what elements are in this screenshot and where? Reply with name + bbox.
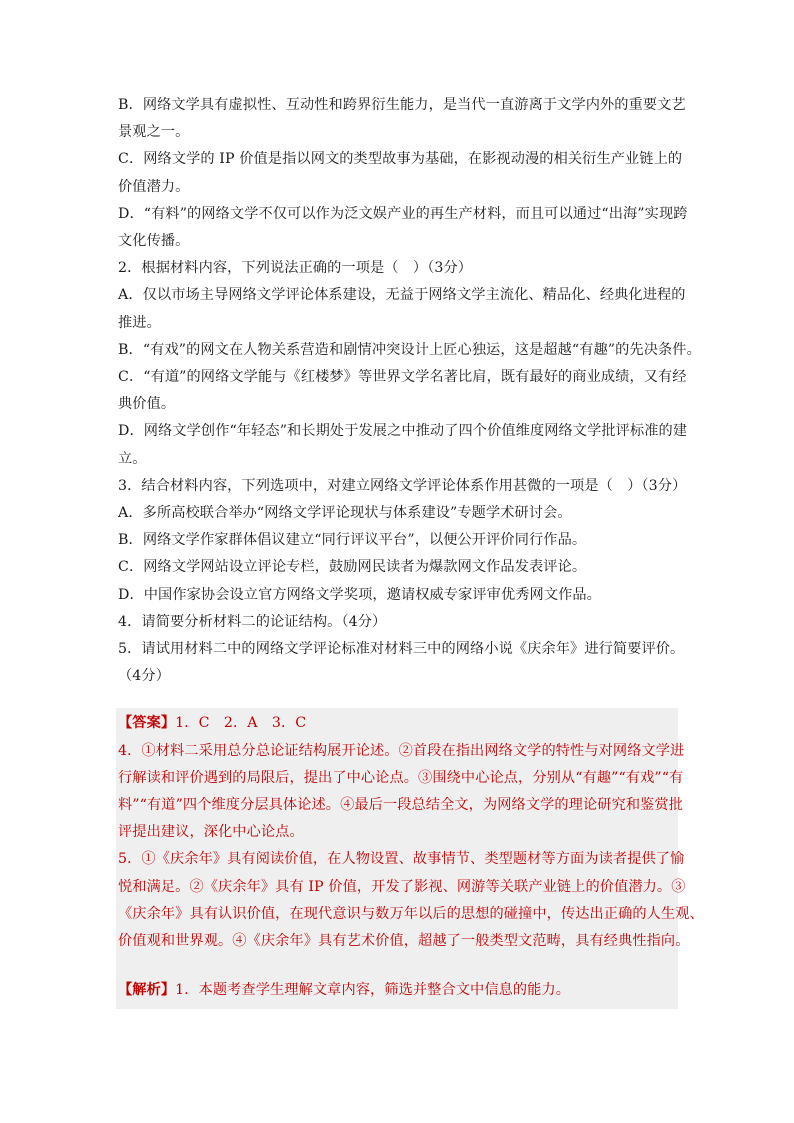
answer-line: 悦和满足。②《庆余年》具有 IP 价值，开发了影视、网游等关联产业链上的价值潜力。③ [118,878,686,895]
question-item [118,92,686,146]
text-line: B．网络文学作家群体倡议建立“同行评议平台”，以便公开评价同行作品。 [118,532,587,549]
text-line: 2．根据材料内容，下列说法正确的一项是（ ）（3分） [118,260,473,277]
answer-section [116,708,704,1008]
text-line: 立。 [118,450,147,467]
question-item [118,418,688,472]
text-line: B．“有戏”的网文在人物关系营造和剧情冲突设计上匠心独运，这是超越“有趣”的先决条件。 [118,341,701,358]
question-item [118,473,687,500]
question-list [118,92,701,690]
answer-line: 价值观和世界观。④《庆余年》具有艺术价值，超越了一般类型文范畴，具有经典性指向。 [118,933,690,950]
text-line: A．多所高校联合举办“网络文学评论现状与体系建设”专题学术研讨会。 [118,505,572,522]
question-item [118,500,678,527]
question-item [118,255,678,282]
text-line: 3．结合材料内容，下列选项中，对建立网络文学评论体系作用甚微的一项是（ ）（3分） [118,477,687,494]
answer-mc: 1．C 2．A 3．C [175,715,307,732]
answer-line: 《庆余年》具有认识价值，在现代意识与数万年以后的思想的碰撞中，传达出正确的人生观、 [118,905,704,922]
answer-gap [118,955,678,977]
answer-line: 评提出建议，深化中心论点。 [118,824,304,841]
text-line: B．网络文学具有虚拟性、互动性和跨界衍生能力，是当代一直游离于文学内外的重要文艺 [118,97,686,113]
answer-line: 料”“有道”四个维度分层具体论述。④最后一段总结全文，为网络文学的理论研究和鉴赏批 [118,797,683,814]
answer-q4 [118,738,685,847]
text-line: 景观之一。 [118,124,190,141]
text-line: 价值潜力。 [118,178,190,195]
text-line: 典价值。 [118,396,176,413]
analysis-line [118,977,678,1004]
text-line: C．网络文学的 IP 价值是指以网文的类型故事为基础，在影视动漫的相关衍生产业链上的 [118,151,683,168]
text-line: D．中国作家协会设立官方网络文学奖项，邀请权威专家评审优秀网文作品。 [118,586,601,603]
text-line: 5．请试用材料二中的网络文学评论标准对材料三中的网络小说《庆余年》进行简要评价。 [118,641,685,658]
question-item [118,636,685,690]
document-page [118,92,704,1009]
question-item [118,364,687,418]
answer-line: 行解读和评价遇到的局限后，提出了中心论点。③围绕中心论点，分别从“有趣”“有戏”“有 [118,769,684,786]
text-line: 4．请简要分析材料二的论证结构。（4分） [118,613,387,630]
analysis-tag: 【解析】 [118,982,176,999]
question-item [118,582,678,609]
text-line: D．网络文学创作“年轻态”和长期处于发展之中推动了四个价值维度网络文学批评标准的建 [118,423,688,440]
text-line: 推进。 [118,314,161,331]
text-line: （4分） [118,668,170,685]
text-line: 文化传播。 [118,233,190,250]
section-spacer [118,690,678,708]
question-item [118,337,701,364]
question-item [118,146,683,200]
answer-line: 5．①《庆余年》具有阅读价值，在人物设置、故事情节、类型题材等方面为读者提供了愉 [118,851,685,868]
answer-tag: 【答案】 [118,715,176,732]
text-line: A．仅以市场主导网络文学评论体系建设，无益于网络文学主流化、精品化、经典化进程的 [118,287,686,304]
text-line: C．网络文学网站设立评论专栏，鼓励网民读者为爆款网文作品发表评论。 [118,559,587,576]
text-line: C．“有道”的网络文学能与《红楼梦》等世界文学名著比肩，既有最好的商业成绩，又有经 [118,369,687,386]
question-item [118,527,678,554]
answer-q5 [118,846,704,955]
answer-mc-line [118,710,678,737]
question-item [118,609,678,636]
answer-line: 4．①材料二采用总分总论证结构展开论述。②首段在指出网络文学的特性与对网络文学进 [118,742,685,759]
text-line: D．“有料”的网络文学不仅可以作为泛文娱产业的再生产材料，而且可以通过“出海”实现跨 [118,205,688,222]
question-item [118,554,678,581]
question-item [118,282,686,336]
analysis-text: 1．本题考查学生理解文章内容，筛选并整合文中信息的能力。 [175,982,571,999]
question-item [118,201,688,255]
